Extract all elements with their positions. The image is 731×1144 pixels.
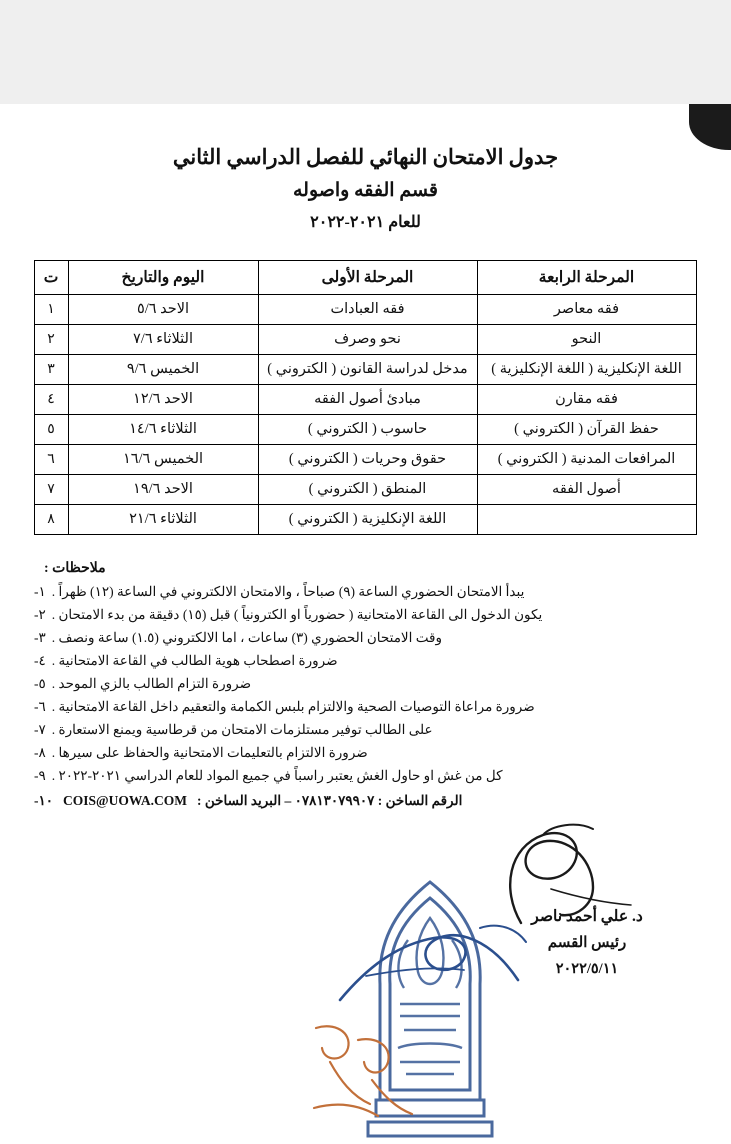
note-marker: ١٠- — [34, 793, 54, 808]
column-header-stage1: المرحلة الأولى — [258, 261, 477, 295]
note-item — [26, 718, 705, 741]
cell-stage1: مدخل لدراسة القانون ( الكتروني ) — [258, 355, 477, 385]
cell-num: ٦ — [34, 445, 68, 475]
note-item — [26, 741, 705, 764]
table-row — [34, 385, 696, 415]
note-marker: ٦- — [34, 699, 46, 714]
cell-date: الثلاثاء ٢١/٦ — [68, 505, 258, 535]
column-header-num: ت — [34, 261, 68, 295]
cell-stage4: المرافعات المدنية ( الكتروني ) — [477, 445, 696, 475]
note-marker: ٧- — [34, 722, 46, 737]
academic-year: للعام ٢٠٢١-٢٠٢٢ — [310, 214, 421, 231]
note-item — [26, 580, 705, 603]
cell-stage4: اللغة الإنكليزية ( اللغة الإنكليزية ) — [477, 355, 696, 385]
cell-num: ٢ — [34, 325, 68, 355]
exam-schedule-document — [0, 104, 731, 1144]
note-marker: ٤- — [34, 653, 46, 668]
note-text: كل من غش او حاول الغش يعتبر راسباً في جميع المواد للعام الدراسي ٢٠٢١-٢٠٢٢ . — [51, 768, 503, 783]
cell-stage4: فقه معاصر — [477, 295, 696, 325]
table-row — [34, 475, 696, 505]
table-row — [34, 355, 696, 385]
cell-num: ٨ — [34, 505, 68, 535]
cell-stage1: فقه العبادات — [258, 295, 477, 325]
cell-date: الخميس ١٦/٦ — [68, 445, 258, 475]
cell-stage4: فقه مقارن — [477, 385, 696, 415]
note-text: ضرورة التزام الطالب بالزي الموحد . — [51, 676, 252, 691]
cell-stage1: مبادئ أصول الفقه — [258, 385, 477, 415]
notes-section — [26, 557, 705, 812]
signer-role: رئيس القسم — [547, 935, 627, 951]
cell-num: ٤ — [34, 385, 68, 415]
department-title: قسم الفقه واصوله — [292, 180, 439, 201]
note-item — [26, 649, 705, 672]
cell-date: الثلاثاء ١٤/٦ — [68, 415, 258, 445]
contact-email[interactable]: COIS@UOWA.COM — [63, 793, 187, 808]
cell-date: الخميس ٩/٦ — [68, 355, 258, 385]
note-contact-item — [26, 789, 705, 812]
note-item — [26, 603, 705, 626]
table-row — [34, 295, 696, 325]
cell-stage1: حقوق وحريات ( الكتروني ) — [258, 445, 477, 475]
note-item — [26, 764, 705, 787]
note-text: يبدأ الامتحان الحضوري الساعة (٩) صباحاً ، والامتحان الالكتروني في الساعة (١٢) ظهراً . — [51, 584, 525, 599]
orange-annotation-scribble — [300, 1004, 430, 1134]
note-marker: ٩- — [34, 768, 46, 783]
note-marker: ٣- — [34, 630, 46, 645]
cell-stage4: حفظ القرآن ( الكتروني ) — [477, 415, 696, 445]
table-row — [34, 325, 696, 355]
note-item — [26, 626, 705, 649]
cell-date: الاحد ٥/٦ — [68, 295, 258, 325]
note-text: ضرورة الالتزام بالتعليمات الامتحانية والحفاظ على سيرها . — [51, 745, 368, 760]
cell-date: الاحد ١٢/٦ — [68, 385, 258, 415]
note-text: ضرورة مراعاة التوصيات الصحية والالتزام بلبس الكمامة والتعقيم داخل القاعة الامتحانية . — [51, 699, 535, 714]
cell-stage1: اللغة الإنكليزية ( الكتروني ) — [258, 505, 477, 535]
cell-num: ١ — [34, 295, 68, 325]
note-contact-text: الرقم الساخن : ٠٧٨١٣٠٧٩٩٠٧ – البريد الساخن : — [196, 793, 463, 808]
column-header-date: اليوم والتاريخ — [68, 261, 258, 295]
note-item — [26, 672, 705, 695]
note-marker: ٨- — [34, 745, 46, 760]
signature-date: ٢٠٢٢/٥/١١ — [555, 961, 619, 977]
schedule-table-wrapper — [35, 260, 697, 535]
schedule-table — [34, 260, 697, 535]
cell-stage1: نحو وصرف — [258, 325, 477, 355]
note-text: وقت الامتحان الحضوري (٣) ساعات ، اما الالكتروني (١.٥) ساعة ونصف . — [51, 630, 442, 645]
note-text: يكون الدخول الى القاعة الامتحانية ( حضورياً او الكترونياً ) قبل (١٥) دقيقة من بدء الامتحان . — [51, 607, 543, 622]
signature-block — [477, 904, 697, 982]
column-header-stage4: المرحلة الرابعة — [477, 261, 696, 295]
cell-num: ٣ — [34, 355, 68, 385]
table-row — [34, 415, 696, 445]
document-header — [0, 104, 731, 236]
signer-name: د. علي أحمد ناصر — [531, 908, 643, 925]
table-row — [34, 445, 696, 475]
note-marker: ٢- — [34, 607, 46, 622]
scan-top-band — [0, 0, 731, 104]
note-item — [26, 695, 705, 718]
cell-stage4: النحو — [477, 325, 696, 355]
cell-date: الاحد ١٩/٦ — [68, 475, 258, 505]
note-text: على الطالب توفير مستلزمات الامتحان من قرطاسية ويمنع الاستعارة . — [51, 722, 433, 737]
cell-stage1: حاسوب ( الكتروني ) — [258, 415, 477, 445]
cell-stage1: المنطق ( الكتروني ) — [258, 475, 477, 505]
cell-num: ٧ — [34, 475, 68, 505]
note-marker: ١- — [34, 584, 46, 599]
cell-date: الثلاثاء ٧/٦ — [68, 325, 258, 355]
cell-stage4: أصول الفقه — [477, 475, 696, 505]
table-row — [34, 505, 696, 535]
cell-stage4 — [477, 505, 696, 535]
cell-num: ٥ — [34, 415, 68, 445]
notes-title: ملاحظات : — [44, 561, 106, 576]
page-title: جدول الامتحان النهائي للفصل الدراسي الثاني — [172, 145, 559, 169]
note-text: ضرورة اصطحاب هوية الطالب في القاعة الامتحانية . — [51, 653, 338, 668]
note-marker: ٥- — [34, 676, 46, 691]
table-header-row — [34, 261, 696, 295]
